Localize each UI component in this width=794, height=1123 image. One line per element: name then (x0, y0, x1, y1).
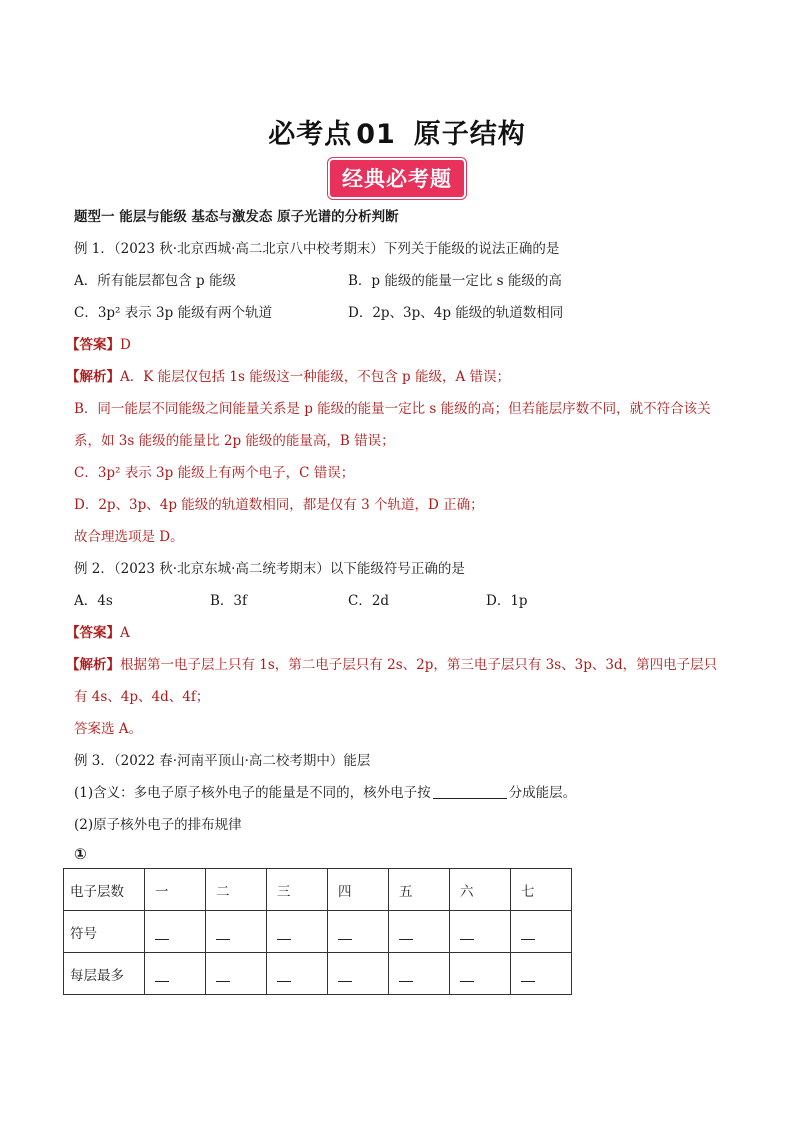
shell-cell: 三 (267, 869, 328, 911)
blank-cell[interactable] (267, 953, 328, 995)
q1-option-d: D．2p、3p、4p 能级的轨道数相同 (348, 305, 564, 321)
q3-stem: 例 3．（2022 春·河南平顶山·高二校考期中）能层 (74, 753, 371, 769)
title-main: 必考点 (268, 119, 353, 150)
q2-analysis-text-1: 根据第一电子层上只有 1s，第二电子层只有 2s、2p，第三电子层只有 3s、3p、3d，第四电子层只 (120, 657, 718, 673)
q1-answer (66, 336, 131, 354)
shell-cell: 四 (328, 869, 389, 911)
electron-shell-table (63, 868, 572, 995)
blank-line (460, 929, 474, 940)
q1-analysis-2b: 系，如 3s 能级的能量比 2p 能级的能量高，B 错误； (74, 433, 395, 449)
blank-line (460, 971, 474, 982)
blank-cell[interactable] (389, 953, 450, 995)
q1-option-a: A．所有能层都包含 p 能级 (74, 273, 236, 289)
table-row (64, 953, 572, 995)
q3-part1 (74, 784, 576, 802)
blank-cell[interactable] (267, 911, 328, 953)
q2-analysis-label: 【解析】 (66, 657, 120, 673)
section-title: 题型一 能层与能级 基态与激发态 原子光谱的分析判断 (74, 209, 399, 225)
blank-cell[interactable] (206, 911, 267, 953)
blank-cell[interactable] (328, 911, 389, 953)
q2-option-a: A．4s (74, 593, 113, 609)
blank-line (521, 971, 535, 982)
q1-analysis-4: D．2p、3p、4p 能级的轨道数相同，都是仅有 3 个轨道，D 正确； (74, 497, 484, 513)
title-number: 01 (356, 119, 396, 150)
q2-answer-value: A (120, 625, 130, 641)
q1-analysis-label: 【解析】 (66, 369, 120, 385)
blank-cell[interactable] (328, 953, 389, 995)
table-header-label: 电子层数 (64, 869, 145, 911)
blank-line (399, 971, 413, 982)
q2-stem: 例 2．（2023 秋·北京东城·高二统考期末）以下能级符号正确的是 (74, 561, 465, 577)
blank-line (338, 971, 352, 982)
blank-line (399, 929, 413, 940)
blank-cell[interactable] (450, 953, 511, 995)
blank-cell[interactable] (145, 911, 206, 953)
blank-line (277, 971, 291, 982)
q1-analysis-text-1: A．K 能层仅包括 1s 能级这一种能级，不包含 p 能级，A 错误； (120, 369, 510, 385)
q3-circle-number: ① (74, 845, 87, 863)
q2-conclusion: 答案选 A。 (74, 721, 143, 737)
q1-analysis-1 (66, 368, 510, 386)
blank-cell[interactable] (145, 953, 206, 995)
q2-analysis-2: 有 4s、4p、4d、4f； (74, 689, 210, 705)
table-row (64, 869, 572, 911)
page-title (0, 112, 794, 151)
q1-stem: 例 1．（2023 秋·北京西城·高二北京八中校考期末）下列关于能级的说法正确的是 (74, 241, 560, 257)
q2-option-c: C．2d (348, 593, 390, 609)
classic-badge: 经典必考题 (330, 160, 464, 197)
title-topic: 原子结构 (413, 119, 526, 150)
blank-cell[interactable] (206, 953, 267, 995)
q2-option-d: D．1p (486, 593, 528, 609)
q3-part2: (2)原子核外电子的排布规律 (74, 817, 242, 833)
table-row-label: 符号 (64, 911, 145, 953)
q1-answer-label: 【答案】 (66, 337, 120, 353)
q1-analysis-2a: B．同一能层不同能级之间能量关系是 p 能级的能量一定比 s 能级的高；但若能层序数不同，就不符合该关 (74, 401, 711, 417)
blank-line (277, 929, 291, 940)
q3-part1-text-b: 分成能层。 (508, 785, 577, 801)
q2-answer (66, 624, 130, 642)
blank-line (338, 929, 352, 940)
shell-cell: 一 (145, 869, 206, 911)
blank-line (216, 929, 230, 940)
q1-analysis-3: C．3p² 表示 3p 能级上有两个电子，C 错误； (74, 465, 355, 481)
blank-line (216, 971, 230, 982)
blank-line (521, 929, 535, 940)
q1-option-b: B．p 能级的能量一定比 s 能级的高 (348, 273, 562, 289)
q1-answer-value: D (120, 337, 131, 353)
blank-cell[interactable] (511, 911, 572, 953)
blank-line (155, 971, 169, 982)
blank-cell[interactable] (450, 911, 511, 953)
q2-option-b: B．3f (210, 593, 248, 609)
shell-cell: 七 (511, 869, 572, 911)
q2-answer-label: 【答案】 (66, 625, 120, 641)
blank-cell[interactable] (389, 911, 450, 953)
q1-option-c: C．3p² 表示 3p 能级有两个轨道 (74, 305, 273, 321)
q3-fill-blank (433, 784, 507, 799)
q2-analysis-1 (66, 656, 717, 674)
table-row-label: 每层最多 (64, 953, 145, 995)
badge-container (0, 160, 794, 197)
table-row (64, 911, 572, 953)
blank-cell[interactable] (511, 953, 572, 995)
blank-line (155, 929, 169, 940)
shell-cell: 五 (389, 869, 450, 911)
q1-conclusion: 故合理选项是 D。 (74, 529, 184, 545)
q3-part1-text-a: (1)含义：多电子原子核外电子的能量是不同的，核外电子按 (74, 785, 431, 801)
shell-cell: 六 (450, 869, 511, 911)
shell-cell: 二 (206, 869, 267, 911)
